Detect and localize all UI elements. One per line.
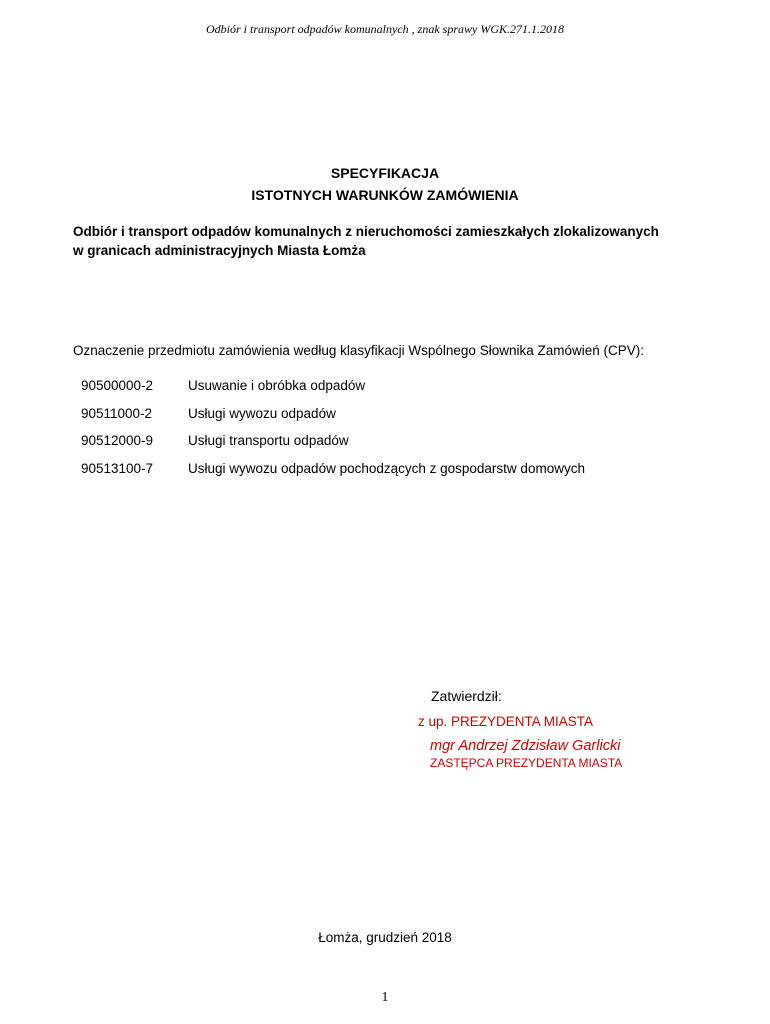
cpv-code: 90513100-7 [81,460,154,476]
running-header: Odbiór i transport odpadów komunalnych , znak sprawy WGK.271.1.2018 [206,22,564,36]
signer-role: ZASTĘPCA PREZYDENTA MIASTA [430,756,623,770]
cpv-row [81,406,701,434]
cpv-code: 90511000-2 [81,405,153,421]
cpv-row [81,433,701,461]
subject-line-1: Odbiór i transport odpadów komunalnych z nieruchomości zamieszkałych zlokalizowanych [73,224,659,239]
cpv-row [81,461,701,489]
title-line-1: SPECYFIKACJA [330,165,440,181]
cpv-description: Usługi wywozu odpadów pochodzących z gospodarstw domowych [188,460,585,476]
cpv-code: 90512000-9 [81,433,154,448]
title-line-2: ISTOTNYCH WARUNKÓW ZAMÓWIENIA [251,187,519,203]
approved-label: Zatwierdził: [431,688,502,704]
on-behalf-label: z up. PREZYDENTA MIASTA [418,714,594,729]
approval-block [418,688,748,770]
cpv-list [81,378,701,488]
cpv-description: Usługi wywozu odpadów [188,405,336,421]
place-date: Łomża, grudzień 2018 [318,930,452,945]
document-title [0,162,770,206]
page-number: 1 [381,990,389,1005]
signer-name: mgr Andrzej Zdzisław Garlicki [430,738,621,754]
cpv-row [81,378,701,406]
cpv-description: Usługi transportu odpadów [188,433,349,448]
contract-subject [73,222,713,260]
subject-line-2: w granicach administracyjnych Miasta Łomża [73,243,366,258]
cpv-intro: Oznaczenie przedmiotu zamówienia według klasyfikacji Wspólnego Słownika Zamówień (CPV): [73,343,644,358]
cpv-description: Usuwanie i obróbka odpadów [188,378,366,393]
cpv-code: 90500000-2 [81,378,154,393]
